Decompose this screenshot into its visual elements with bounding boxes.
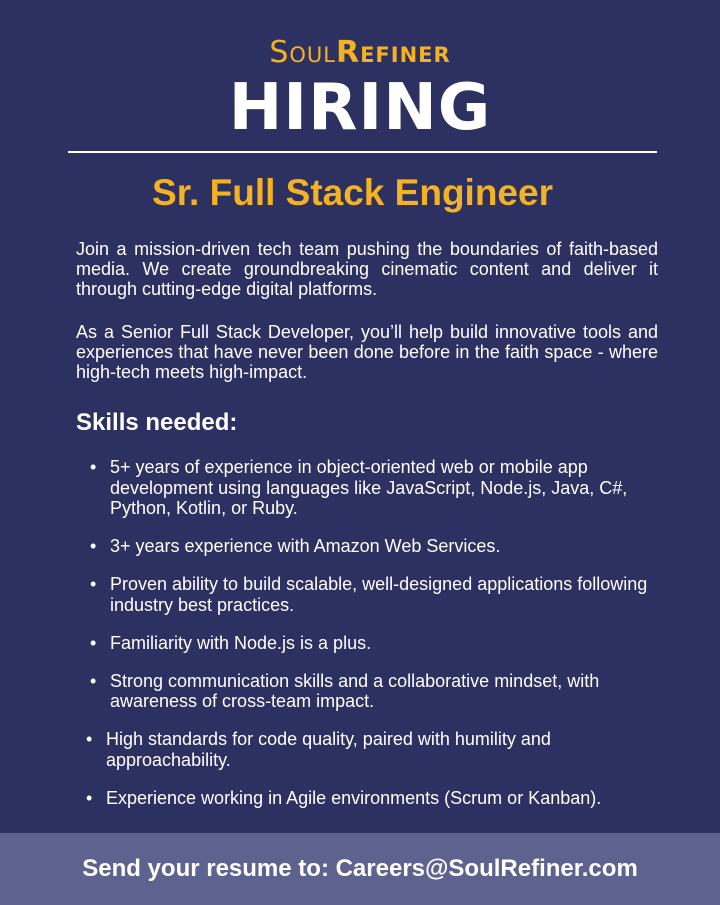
skill-text: 5+ years of experience in object-oriented web or mobile app development using languages like JavaScript, Node.js, Java, C#, Python, Kotlin, or Ruby.: [110, 457, 628, 518]
contact-text: Send your resume to: Careers@SoulRefiner.com: [82, 855, 638, 882]
skill-text: Familiarity with Node.js is a plus.: [110, 632, 372, 653]
brand-logo: [0, 36, 720, 70]
skill-text: Strong communication skills and a collaborative mindset, with awareness of cross-team impact.: [110, 670, 600, 711]
bullet-icon: •: [90, 670, 97, 691]
skills-list: [86, 457, 670, 826]
bullet-icon: •: [90, 574, 97, 594]
hiring-headline: HIRING: [228, 71, 492, 145]
intro-paragraph-2: As a Senior Full Stack Developer, you’ll help build innovative tools and experiences that have never been done before in the faith space - where high-tech meets high-impact.: [76, 322, 658, 382]
bullet-icon: •: [90, 536, 97, 556]
skill-text: 3+ years experience with Amazon Web Services.: [110, 536, 501, 556]
skill-item: [90, 536, 670, 557]
skill-item: [90, 574, 670, 615]
skill-item: [86, 788, 670, 809]
skill-item: [90, 671, 670, 712]
skills-heading: Skills needed:: [76, 409, 238, 436]
bullet-icon: •: [90, 457, 97, 477]
skill-item: [86, 729, 670, 770]
footer-band: [0, 833, 720, 905]
skill-text: Proven ability to build scalable, well-designed applications following industry best practices.: [110, 574, 648, 615]
skill-item: [90, 633, 670, 654]
brand-logo-soul: Soul: [269, 35, 336, 70]
intro-paragraph-1: Join a mission-driven tech team pushing the boundaries of faith-based media. We create groundbreaking cinematic content and deliver it through cutting-edge digital platforms.: [76, 239, 658, 299]
bullet-icon: •: [86, 729, 93, 749]
skill-text: Experience working in Agile environments (Scrum or Kanban).: [106, 787, 602, 808]
skill-text: High standards for code quality, paired with humility and approachability.: [106, 729, 551, 770]
bullet-icon: •: [90, 632, 97, 653]
bullet-icon: •: [86, 787, 93, 808]
skill-item: [90, 457, 670, 519]
divider: [68, 151, 657, 153]
job-title: Sr. Full Stack Engineer: [152, 172, 553, 213]
brand-logo-refiner: Refiner: [335, 35, 451, 70]
